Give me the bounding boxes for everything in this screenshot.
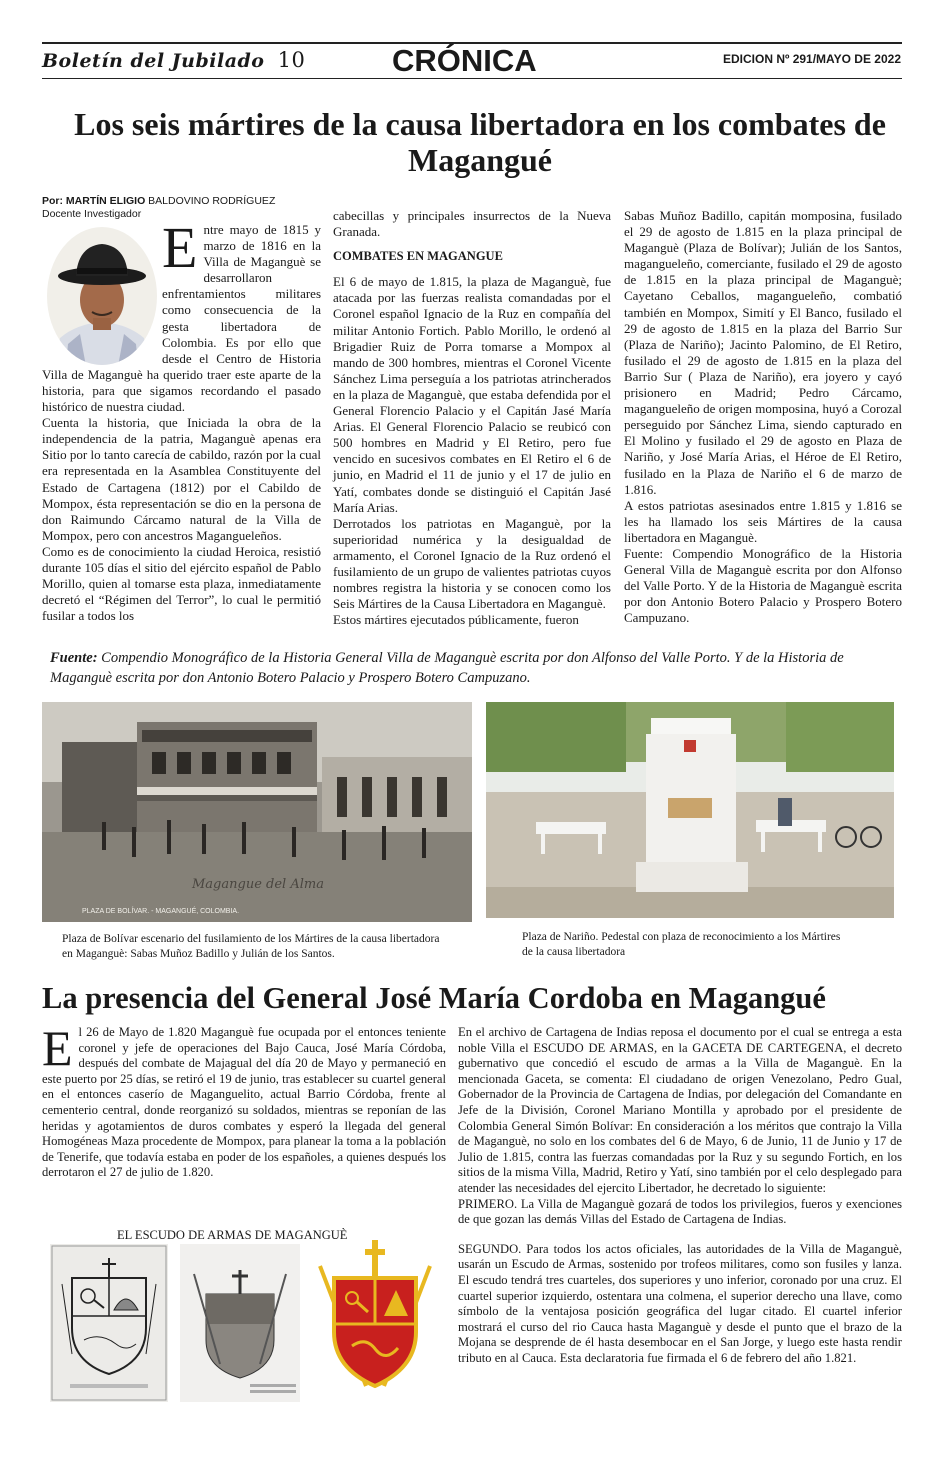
photo-watermark: Magangue del Alma	[192, 877, 324, 892]
col1-paragraph-3: Como es de conocimiento la ciudad Heroica, resistió durante 105 días el sitio del ejército español de Pablo Morillo, quien al tomarse esta plaza, inmediatamente decretó el “Régimen del Terror”, lo cual le permitió fusilar a todos los	[42, 543, 321, 624]
article1-column-3	[624, 208, 902, 626]
photo-label: PLAZA DE BOLÍVAR. - MAGANGUÉ, COLOMBIA.	[82, 908, 240, 915]
article1-column-2	[333, 208, 611, 628]
fuente-text: Compendio Monográfico de la Historia General Villa de Maganguè escrita por don Alfonso del Valle Porto. Y de la Historia de Maganguè escrita por don Antonio Botero Palacio y Prospero Botero Campuzano.	[50, 650, 844, 686]
byline-role: Docente Investigador	[42, 208, 142, 220]
col3-paragraph-1: Sabas Muñoz Badillo, capitán momposina, fusilado el 29 de agosto de 1.815 en la plaza principal de Maganguè (Plaza de Bolívar); Julián de los Santos, magangueleño, comerciante, fusilado el 29 de agosto de 1.815 en la plaza principal de Maganguè; Cayetano Ceballos, magangueleño, combatió también en Mompox, Simití y El Banco, fusilado el 29 de agosto de 1.815 en la plaza del Barrio Sur (Plaza de Nariño); Jacinto Palomino, de El Retiro, fusilado el 29 de agosto de 1.815 en la plaza del Barrio Sur ( Plaza de Nariño), era joyero y cayó prisionero en Madrid; Pedro Cárcamo, magangueleño de origen momposina, huyó a Corozal perseguido por Sánchez Lima, siendo capturado en El Molino y fusilado el 29 de agosto en Plaza de Nariño, y José María Arias, el Héroe de El Retiro, fusilado en la Plaza de Nariño el 6 de marzo de 1.816.	[624, 208, 902, 497]
article2-right-p2: PRIMERO. La Villa de Maganguè gozará de todos los privilegios, fueros y exenciones de que gozan las demás Villas del Estado de Cartagena de Indias.	[458, 1196, 902, 1227]
col3-paragraph-3: Fuente: Compendio Monográfico de la Historia General Villa de Maganguè escrita por don Alfonso del Valle Porto. Y de la Historia de Maganguè escrita por don Antonio Botero Palacio y Prospero Botero Campuzano.	[624, 545, 902, 626]
portrait-spacer	[42, 222, 162, 364]
combates-subhead: COMBATES EN MAGANGUE	[333, 249, 503, 264]
article1-column-1	[42, 215, 321, 624]
col1-intro: ntre mayo de 1815 y marzo de 1816 en la Villa de Maganguè se desarrollaron enfrentamientos militares como consecuencia de la gesta libertadora de Colombia. Es por ello que desde el Centro de Historia Villa de Maganguè ha querido traer este aparte de la historia, para que sigamos recordando el pasado histórico de nuestra ciudad.	[42, 222, 321, 415]
page-number: 10	[277, 48, 306, 72]
caption-plaza-bolivar: Plaza de Bolívar escenario del fusilamiento de los Mártires de la causa libertadora en Maganguè: Sabas Muñoz Badillo y Julián de los Santos.	[62, 933, 440, 960]
byline-rest: BALDOVINO RODRÍGUEZ	[145, 195, 276, 207]
article2-right-p1: En el archivo de Cartagena de Indias reposa el documento por el cual se entrega a esta noble Villa el ESCUDO DE ARMAS, en la GACETA DE CARTEGENA, el decreto gubernativo que concedió el escudo de armas a la Villa de Maganguè. En la mencionada Gaceta, se comenta: El ciudadano de origen Venezolano, Pedro Gual, Gobernador de la Provincia de Cartagena de Indias, por delegación del Comandante en Jefe de la División, Coronel Mariano Montilla y aprobado por el presidente de Colombia General Simón Bolívar: En consideración a los méritos que contrajo la Villa de Maganguè, no solo en los combates del 6 de Mayo, 6 de Junio, 11 de Junio y 17 de Julio de 1.815, contra las fuerzas comandadas por la Ruz y su segundo Fortich, en los sitios de la misma Villa, Madrid, Retiro y Yatí, sino también por el celo desplegado para atender las necesidades del ejercito Libertador, he decretado lo siguiente:	[458, 1025, 902, 1195]
col2-paragraph-2: El 6 de mayo de 1.815, la plaza de Maganguè, fue atacada por las fuerzas realista comandadas por el Coronel español Ignacio de la Ruz en compañía del militar Antonio Fortich. Pablo Morillo, le ordenó al Brigadier Ruiz de Porra tomarse a Mompox al mando de 300 hombres, mientras el Coronel Vicente Sánchez Lima perseguía a los patriotas atrincherados en la plaza de Maganguè, que estaba defendida por el General Florencio Palacio y el Capitán Jasé María Arias. El General Florencio Palacio se reubicó con 500 hombres en Madrid y El Retiro, pero fue vencido en sucesivos combates en El Retiro el 6 de junio, en Madrid el 11 de junio y el 17 de julio en Yatí, combates donde se distinguió el Capitán Jasé María Arias.	[333, 274, 611, 515]
caption-plaza-narino: Plaza de Nariño. Pedestal con plaza de reconocimiento a los Mártires de la causa libertadora	[522, 931, 841, 958]
monument-photo	[486, 702, 894, 918]
shield-sketch-1	[50, 1244, 168, 1402]
byline-prefix: Por: MARTÍN ELIGIO	[42, 195, 146, 207]
dropcap-e: E	[162, 215, 198, 280]
article2-left-p1: l 26 de Mayo de 1.820 Maganguè fue ocupada por el entonces teniente coronel y jefe de operaciones del Bajo Cauca, José María Córdoba, después del combate de Majagual del día 20 de Mayo y permaneció en este puerto por 25 días, se retiró el 19 de junio, tras establecer su cuartel general en el entonces caserío de Maganguelito, actual Barrio Córdoba, frente al cementerio central, donde reorganizó su soldados, mientras se reponían de las heridas y agotamientos de duros combates y esperó la llegada del general Homogéneas Maza procedente de Mompox, para planear la toma a la población de Tenerife, que todavía estaba en poder de los españoles, a quienes después los derrotaron el 27 de julio de 1.820.	[42, 1025, 446, 1180]
header-bottom-rule	[42, 78, 902, 79]
col2-paragraph-3: Derrotados los patriotas en Maganguè, por la superioridad numérica y la desigualdad de armamento, el Coronel Ignacio de la Ruz ordenó el fusilamiento de un grupo de valientes patriotas cuyos nombres registra la historia y se conocen como los Seis Mártires de la Causa Libertadora en Maganguè.	[333, 515, 611, 612]
coat-of-arms	[310, 1236, 440, 1402]
article2-title: La presencia del General José María Cordoba en Magangué	[42, 981, 826, 1015]
publication-title: Boletín del Jubilado	[42, 50, 265, 72]
article1-title: Los seis mártires de la causa libertadora en los combates de Magangué	[74, 106, 886, 178]
escudo-title: EL ESCUDO DE ARMAS DE MAGANGUÈ	[117, 1228, 348, 1242]
edition-label: EDICION Nº 291/MAYO DE 2022	[722, 52, 901, 66]
byline	[42, 195, 275, 221]
shield-sketch-2	[180, 1244, 300, 1402]
publication-name	[42, 48, 305, 72]
fuente-note	[50, 648, 900, 688]
section-title: CRÓNICA	[392, 43, 537, 78]
col2-paragraph-4: Estos mártires ejecutados públicamente, fueron	[333, 612, 579, 628]
col2-paragraph-1: cabecillas y principales insurrectos de la Nueva Granada.	[333, 208, 611, 240]
col3-paragraph-2: A estos patriotas asesinados entre 1.815 y 1.816 se les ha llamado los seis Mártires de la causa libertadora en Maganguè.	[624, 497, 902, 545]
historic-plaza-photo	[42, 702, 472, 922]
fuente-label: Fuente:	[50, 650, 98, 666]
article2-dropcap: E	[42, 1020, 73, 1076]
article2-right-p3: SEGUNDO. Para todos los actos oficiales, las autoridades de la Villa de Maganguè, usarán un Escudo de Armas, sostenido por trofeos militares, como son fusiles y lanza. El escudo tendrá tres cuarteles, dos superiores y uno inferior, coronado por una cruz. El cuartel superior izquierdo, ostentara una colmena, el superior derecho una llave, como símbolo de la ventajosa posición geográfica del lugar citado. El cuartel inferior mostrará el curso del rio Cauca hasta Maganguè y desde el punto que el brazo de la Mojana se desprende de él hasta desembocar en el San Jorge, y luego este hasta rendir tributo en al Cauca. Esta declaratoria fue firmada el 6 de febrero del año 1.821.	[458, 1241, 902, 1365]
article2-right-column	[458, 1025, 902, 1366]
col1-paragraph-2: Cuenta la historia, que Iniciada la obra de la independencia de la patria, Maganguè apenas era Sitio por lo tanto carecía de cabildo, razón por la cual era representada en la Asamblea Constituyente del Estado de Cartagena (1812) por el Cabildo de Mompox, ésta representación se dio en la persona de don Raimundo Cárcamo natural de la Villa de Mompox, pero con ancestros Magangueleños.	[42, 415, 321, 543]
article2-left-column	[42, 1020, 446, 1181]
